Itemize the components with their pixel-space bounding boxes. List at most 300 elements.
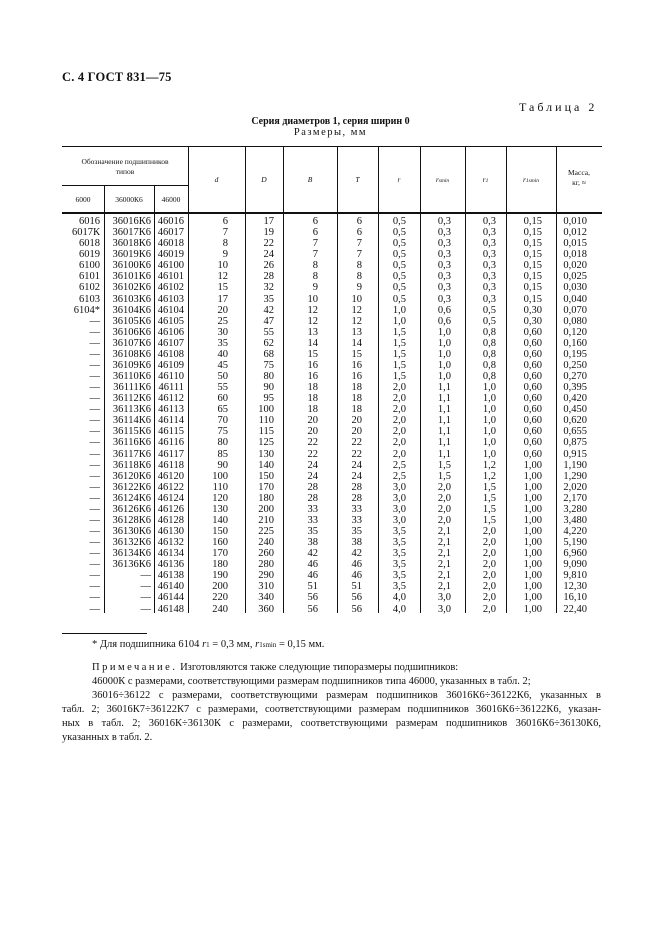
table-cell: 45 [217,359,228,371]
table-row [62,604,602,615]
table-cell: 0,040 [563,293,587,305]
table-cell: 0,30 [523,304,542,316]
table-cell: 20 [307,415,318,427]
table-cell: 150 [212,526,228,537]
table-cell: 42 [351,548,362,560]
table-cell: 0,60 [523,426,542,438]
table-cell: 140 [212,514,228,526]
table-cell: 16 [351,359,362,371]
table-cell: 20 [351,415,362,427]
table-cell: 60 [217,393,228,405]
table-cell: 36100К6 [112,260,151,272]
table-cell: 0,120 [563,326,587,338]
table-cell: 46140 [157,581,184,593]
table-cell: 0,60 [523,359,542,371]
table-cell: 0,60 [523,371,542,382]
table-cell: 36017К6 [112,227,151,239]
table-cell: 12,30 [563,581,587,593]
table-cell: 2,1 [437,537,451,548]
table-cell: 0,5 [482,315,496,327]
table-row [62,537,602,548]
table-cell: 130 [258,448,274,460]
table-cell: 51 [351,581,362,593]
table-cell: 1,0 [437,337,451,349]
table-cell: 46017 [157,227,184,239]
table-cell: 22 [351,448,362,460]
table-cell: 20 [217,304,228,316]
table-cell: 2,1 [437,570,451,582]
table-cell: 33 [351,503,362,515]
table-cell: 0,250 [563,359,587,371]
table-cell: — [89,592,100,604]
table-cell: 14 [351,337,362,349]
table-cell: — [89,315,100,327]
note-intro [92,661,601,675]
table-cell: 1,5 [482,481,496,493]
table-cell: 110 [212,481,228,493]
table-cell: 9 [312,282,318,294]
table-cell: 4,0 [392,592,406,604]
table-cell: 2,0 [482,592,496,604]
table-cell: 75 [217,426,228,438]
table-cell: 0,15 [523,260,542,272]
table-cell: 6016 [79,216,100,227]
footnote-rule [62,633,147,634]
table-cell: 56 [307,592,318,604]
table-cell: — [89,603,100,615]
table-row [62,327,602,338]
table-cell: 240 [212,603,228,615]
table-cell: 0,60 [523,448,542,460]
table-cell: 56 [351,603,362,615]
table-cell: 4,0 [392,603,406,615]
table-cell: — [89,359,100,371]
table-cell: 160 [212,537,228,548]
table-cell: 46102 [157,282,184,294]
table-cell: 0,15 [523,282,542,294]
table-cell: 0,60 [523,382,542,394]
table-cell: 210 [258,514,274,526]
table-cell: 46120 [157,470,184,482]
table-cell: 100 [212,470,228,482]
table-cell: 1,0 [437,371,451,382]
table-cell: 2,0 [437,514,451,526]
table-cell: 46105 [157,315,184,327]
table-cell: 46128 [157,514,184,526]
table-cell: 1,0 [482,426,496,438]
table-cell: 36109К6 [112,359,151,371]
table-cell: 0,195 [563,348,587,360]
table-cell: 9,090 [563,559,587,571]
table-cell: 19 [263,227,274,239]
col-header-d: d [214,175,219,184]
table-cell: — [89,404,100,416]
table-cell: 1,290 [563,470,587,482]
table-cell: 3,0 [392,492,406,504]
table-cell: 1,00 [523,603,542,615]
table-cell: 2,0 [392,415,406,427]
table-cell: 0,915 [563,448,587,460]
note-line-36016-cont3: указанных в табл. 2. [62,732,153,743]
table-cell: 0,5 [392,293,406,305]
table-cell: 56 [351,592,362,604]
table-cell: 46104 [157,304,184,316]
table-cell: 1,1 [437,426,451,438]
table-cell: 12 [351,304,362,316]
table-cell: 1,0 [437,348,451,360]
mass-header-line2: кг, ≈ [572,178,586,187]
table-cell: 10 [307,293,318,305]
table-cell: 0,025 [563,271,587,283]
table-cell: 1,00 [523,481,542,493]
table-row [62,493,602,504]
table-cell: 36124К6 [112,492,151,504]
col-header-B: B [307,175,313,184]
table-cell: 0,8 [482,337,496,349]
table-cell: — [89,581,100,593]
table-cell: — [89,514,100,526]
table-cell: 200 [258,503,274,515]
table-cell: 42 [263,304,274,316]
table-cell: 0,3 [482,260,496,272]
group-header-rule [62,185,188,186]
table-cell: 36130К6 [112,526,151,537]
table-cell: — [89,337,100,349]
note-line-36016-cont1: табл. 2; 36016К7÷36122К7 с размерами, соответствующими размерам подшипников 36016К6÷36122К6, указан- [62,704,601,715]
table-cell: 0,020 [563,260,587,272]
table-row [62,271,602,282]
table-cell: 18 [351,404,362,416]
table-cell: 18 [307,393,318,405]
table-cell: 12 [307,304,318,316]
table-cell: 1,00 [523,570,542,582]
table-cell: 55 [263,326,274,338]
table-cell: 33 [307,514,318,526]
table-cell: 24 [351,459,362,471]
table-cell: 115 [258,426,274,438]
table-cell: 0,8 [482,371,496,382]
table-cell: 62 [263,337,274,349]
table-cell: 0,5 [392,238,406,250]
table-cell: 6018 [79,238,100,250]
table-cell: 1,00 [523,526,542,537]
table-row [62,338,602,349]
table-cell: 3,0 [437,592,451,604]
table-cell: 3,5 [392,559,406,571]
table-cell: 36114К6 [112,415,151,427]
table-cell: 46126 [157,503,184,515]
table-cell: 3,0 [437,603,451,615]
table-cell: 22 [307,437,318,449]
table-cell: 1,0 [482,415,496,427]
table-cell: 8 [312,271,318,283]
table-cell: 180 [258,492,274,504]
table-cell: 0,620 [563,415,587,427]
table-cell: 7 [222,227,228,239]
table-cell: 1,2 [482,459,496,471]
table-row [62,548,602,559]
table-cell: 6017К [71,227,100,239]
table-cell: 6102 [79,282,100,294]
table-cell: 10 [351,293,362,305]
table-cell: 35 [351,526,362,537]
table-cell: 1,5 [437,470,451,482]
table-cell: 36018К6 [112,238,151,250]
note-block [62,661,601,745]
table-cell: 36116К6 [112,437,151,449]
table-cell: 9 [356,282,362,294]
table-cell: 0,3 [482,282,496,294]
table-cell: 7 [356,238,362,250]
table-cell: 0,15 [523,293,542,305]
table-cell: 1,00 [523,537,542,548]
table-cell: 46107 [157,337,184,349]
table-cell: 0,3 [482,293,496,305]
note-lead: Примечание. [92,662,178,673]
table-cell: 3,280 [563,503,587,515]
table-cell: 46108 [157,348,184,360]
mass-header-line1: Масса, [568,168,590,177]
table-cell: 18 [351,393,362,405]
table-row [62,371,602,382]
table-cell: 36103К6 [112,293,151,305]
table-cell: 0,8 [482,359,496,371]
table-cell: 170 [212,548,228,560]
table-cell: 0,15 [523,271,542,283]
table-cell: 0,3 [482,238,496,250]
table-cell: — [89,382,100,394]
table-cell: 32 [263,282,274,294]
table-cell: 0,450 [563,404,587,416]
table-cell: — [89,481,100,493]
table-cell: — [89,503,100,515]
table-cell: 200 [212,581,228,593]
table-cell: 46113 [158,404,184,416]
table-cell: 46100 [157,260,184,272]
table-row [62,504,602,515]
table-cell: 36120К6 [112,470,151,482]
table-cell: 1,0 [437,326,451,338]
table-cell: 3,5 [392,526,406,537]
table-cell: 18 [307,382,318,394]
table-cell: 30 [217,326,228,338]
table-cell: 36113К6 [112,404,151,416]
table-cell: 1,5 [392,337,406,349]
table-cell: 2,0 [392,426,406,438]
note-intro-text: Изготовляются также следующие типоразмеры подшипников: [177,662,459,673]
table-row [62,482,602,493]
table-cell: 24 [351,470,362,482]
table-cell: 2,0 [437,503,451,515]
header-bottom-rule [62,212,602,214]
table-cell: — [89,415,100,427]
table-cell: 1,0 [482,382,496,394]
table-cell: 46 [307,559,318,571]
table-cell: 46106 [157,326,184,338]
table-cell: 36115К6 [112,426,151,438]
table-cell: 1,00 [523,548,542,560]
table-cell: 36110К6 [112,371,151,382]
table-cell: 46116 [158,437,184,449]
table-cell: 46101 [157,271,184,283]
table-cell: 13 [307,326,318,338]
table-cell: 46136 [157,559,184,571]
table-cell: 1,00 [523,514,542,526]
table-cell: — [89,426,100,438]
table-cell: 1,00 [523,559,542,571]
table-cell: 2,1 [437,548,451,560]
table-cell: 36134К6 [112,548,151,560]
table-cell: 36104К6 [112,304,151,316]
table-cell: 2,0 [392,382,406,394]
table-row [62,449,602,460]
table-cell: 46114 [158,415,184,427]
table-cell: 0,018 [563,249,587,261]
table-row [62,581,602,592]
table-cell: 2,5 [392,459,406,471]
type-header-36000k6: 36000К6 [115,195,143,204]
table-cell: 46118 [158,459,184,471]
table-cell: 0,3 [482,216,496,227]
table-cell: 80 [217,437,228,449]
table-cell: 1,0 [392,315,406,327]
table-cell: 36019К6 [112,249,151,261]
table-cell: 2,0 [482,548,496,560]
table-cell: 0,160 [563,337,587,349]
table-cell: 0,3 [482,227,496,239]
table-cell: 0,5 [392,260,406,272]
type-header-46000: 46000 [161,195,181,204]
table-cell: 2,0 [392,448,406,460]
table-cell: 220 [212,592,228,604]
table-cell: 2,0 [482,537,496,548]
table-cell: 6,960 [563,548,587,560]
table-cell: 6 [222,216,228,227]
table-cell: 1,5 [482,514,496,526]
table-cell: 6 [312,216,318,227]
table-cell: 46 [351,570,362,582]
table-row [62,559,602,570]
col-header-rsmin: rsmin [435,175,450,184]
table-cell: 0,3 [437,216,451,227]
table-cell: 1,5 [437,459,451,471]
table-cell: 18 [351,382,362,394]
table-cell: 28 [307,481,318,493]
table-cell: 46111 [158,382,184,394]
table-cell: 0,012 [563,227,587,239]
table-cell: 85 [217,448,228,460]
table-cell: 1,1 [437,393,451,405]
col-header-D: D [261,175,267,184]
table-cell: 0,60 [523,326,542,338]
table-row [62,426,602,437]
table-cell: 150 [258,470,274,482]
table-cell: 38 [351,537,362,548]
table-cell: 0,15 [523,227,542,239]
table-cell: 0,3 [437,271,451,283]
table-cell: 2,0 [482,559,496,571]
table-cell: 0,5 [392,227,406,239]
table-cell: 28 [351,481,362,493]
table-cell: 36108К6 [112,348,151,360]
table-cell: 2,1 [437,581,451,593]
table-cell: 6100 [79,260,100,272]
table-cell: — [89,537,100,548]
col-header-r1smin: r1smin [522,175,540,184]
table-cell: 15 [351,348,362,360]
group-header-line2: типов [115,167,135,176]
table-cell: 56 [307,603,318,615]
table-cell: 3,5 [392,548,406,560]
table-cell: 3,5 [392,570,406,582]
table-row [62,316,602,327]
table-cell: 310 [258,581,274,593]
table-cell: 46148 [157,603,184,615]
group-header [62,157,188,177]
table-cell: 5,190 [563,537,587,548]
table-cell: — [140,581,151,593]
table-cell: 55 [217,382,228,394]
col-header-T: T [355,175,360,184]
table-cell: 24 [307,459,318,471]
page-header: С. 4 ГОСТ 831—75 [62,70,172,84]
table-cell: 0,15 [523,249,542,261]
table-cell: 80 [263,371,274,382]
table-cell: 46 [307,570,318,582]
table-cell: 0,60 [523,393,542,405]
table-top-rule [62,146,602,147]
table-cell: 0,60 [523,404,542,416]
table-cell: 7 [356,249,362,261]
table-cell: — [89,548,100,560]
table-cell: 4,220 [563,526,587,537]
table-cell: 1,00 [523,592,542,604]
table-cell: 6103 [79,293,100,305]
table-cell: 0,875 [563,437,587,449]
note-line-36016-cont2: ных в табл. 2; 36016К÷36130К с размерами, соответствующими размерам подшипников 36016К6÷36130К6, [62,718,601,729]
table-row [62,437,602,448]
table-cell: 36118К6 [112,459,151,471]
table-cell: 9 [222,249,228,261]
table-cell: 6101 [79,271,100,283]
table-cell: 36107К6 [112,337,151,349]
table-cell: 40 [217,348,228,360]
table-cell: 0,5 [482,304,496,316]
table-cell: 0,3 [437,238,451,250]
table-cell: 0,3 [437,249,451,261]
table-cell: 2,1 [437,559,451,571]
table-cell: 46018 [157,238,184,250]
table-cell: 1,1 [437,437,451,449]
table-cell: 24 [263,249,274,261]
table-cell: 2,1 [437,526,451,537]
table-cell: 7 [312,249,318,261]
table-cell: 1,5 [392,326,406,338]
table-cell: 0,420 [563,393,587,405]
table-cell: 1,190 [563,459,587,471]
table-cell: 17 [217,293,228,305]
table-cell: 2,0 [392,393,406,405]
table-cell: 3,0 [392,481,406,493]
table-cell: 22 [263,238,274,250]
table-cell: 130 [212,503,228,515]
table-cell: 2,0 [437,492,451,504]
table-row [62,415,602,426]
table-cell: 100 [258,404,274,416]
table-cell: 1,00 [523,459,542,471]
table-cell: 46117 [158,448,184,460]
table-cell: 22 [307,448,318,460]
